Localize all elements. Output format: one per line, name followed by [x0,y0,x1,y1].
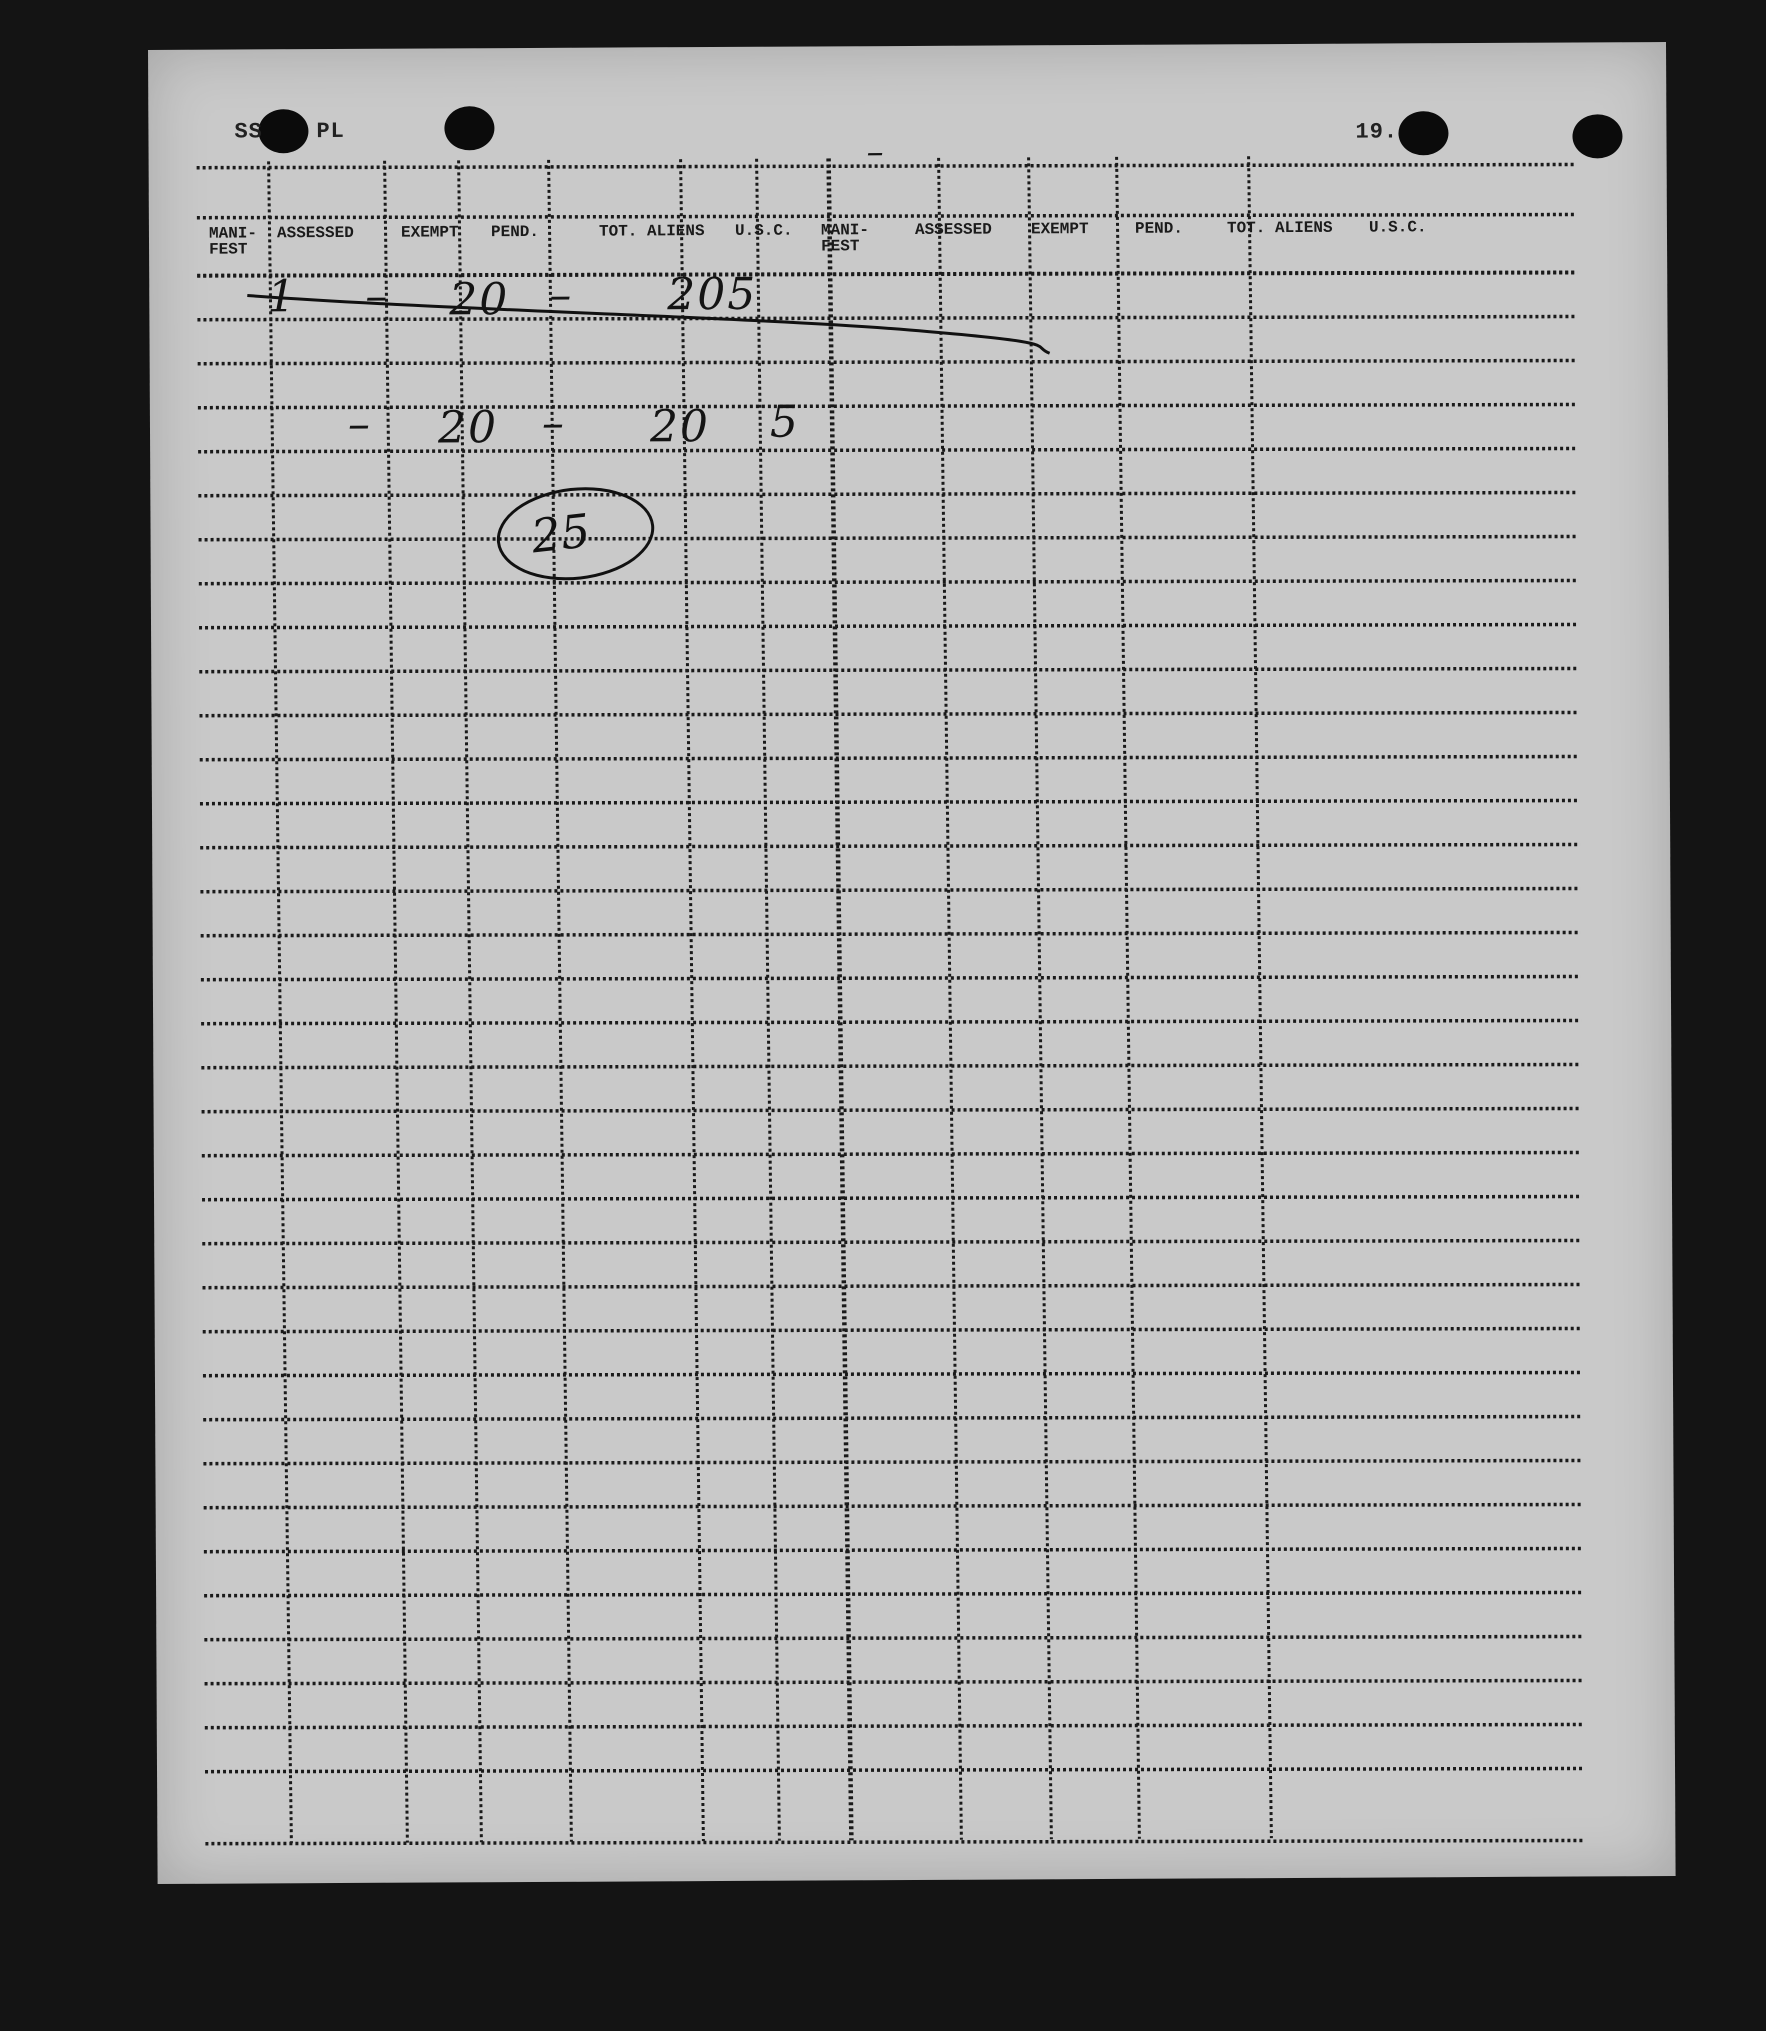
punch-hole-date [1398,111,1448,155]
ss-label: SS [234,119,263,145]
grid-row-line [205,1836,1585,1847]
top-dash-mark: – [866,132,886,173]
grid-column-line [829,158,852,1840]
grid-column-line [939,158,962,1840]
grid-row-line [204,1544,1584,1555]
grid-row-line [201,928,1581,939]
grid-row-line [199,664,1579,675]
grid-row-line [198,400,1578,411]
year-label: 19. [1355,119,1399,145]
punch-hole-center [444,106,494,150]
grid-row-line [202,1236,1582,1247]
col-usc-right: U.S.C. [1368,218,1427,237]
grid-row-line [198,356,1578,367]
grid-row-line [204,1632,1584,1643]
grid-column-line [1029,157,1052,1839]
grid-row-line [197,160,1577,171]
grid-row-line [201,1016,1581,1027]
grid-column-line [1117,157,1140,1839]
col-usc-left: U.S.C. [734,221,793,240]
grid-row-line [198,444,1578,455]
col-pend-left: PEND. [490,222,540,242]
grid-column-line [1249,156,1272,1838]
col-pend-right: PEND. [1134,219,1184,238]
grid-column-line [385,161,408,1843]
grid-row-line [201,972,1581,983]
grid-row-line [205,1720,1585,1731]
hw-row3-usc: 5 [769,396,801,448]
hw-row3-pend: – [541,397,567,449]
col-manifest-right: MANI- FEST [820,221,870,256]
hw-row1-assessed: – [365,270,390,322]
grid-row-line [197,312,1577,323]
grid-row-line [203,1456,1583,1467]
grid-row-line [199,620,1579,631]
grid-row-line [205,1764,1585,1775]
grid-row-line [202,1148,1582,1159]
col-manifest-left: MANI- FEST [208,224,258,259]
col-exempt-left: EXEMPT [400,223,459,242]
grid-row-line [205,1676,1585,1687]
grid-row-line [203,1368,1583,1379]
col-tot-aliens-left: TOT. ALIENS [598,222,705,241]
grid-row-line [203,1412,1583,1423]
grid-row-line [198,488,1578,499]
col-tot-aliens-right: TOT. ALIENS [1226,218,1333,238]
punch-hole-left [258,109,308,153]
hw-row3-tot-aliens: 20 [649,401,711,453]
hw-row1-manifest: 1 [267,271,298,323]
grid-row-line [199,576,1579,587]
col-assessed-left: ASSESSED [276,223,354,243]
grid-row-line [202,1280,1582,1291]
punch-hole-right [1572,114,1622,158]
col-assessed-right: ASSESSED [914,220,992,239]
circled-total-value: 25 [528,503,593,564]
grid-row-line [200,796,1580,807]
grid-row-line [201,1060,1581,1071]
pl-label: PL [316,118,345,145]
grid-column-line [269,161,292,1843]
column-headers [209,218,1609,273]
grid-row-line [200,884,1580,895]
grid-row-line [199,708,1579,719]
grid-row-line [202,1192,1582,1203]
hw-row3-exempt: 20 [437,402,499,454]
hw-row1-pend: – [549,269,574,321]
grid-row-line [204,1500,1584,1511]
grid-row-line [203,1324,1583,1335]
hw-row1-tot-aliens: 205 [667,268,758,321]
hw-row1-exempt: 20 [449,274,510,326]
grid-row-line [199,532,1579,543]
grid-row-line [202,1104,1582,1115]
grid-row-line [200,752,1580,763]
form-sheet [148,42,1676,1884]
col-exempt-right: EXEMPT [1030,220,1089,239]
hw-row3-assessed: – [347,398,373,450]
grid-row-line [204,1588,1584,1599]
grid-row-line [200,840,1580,851]
